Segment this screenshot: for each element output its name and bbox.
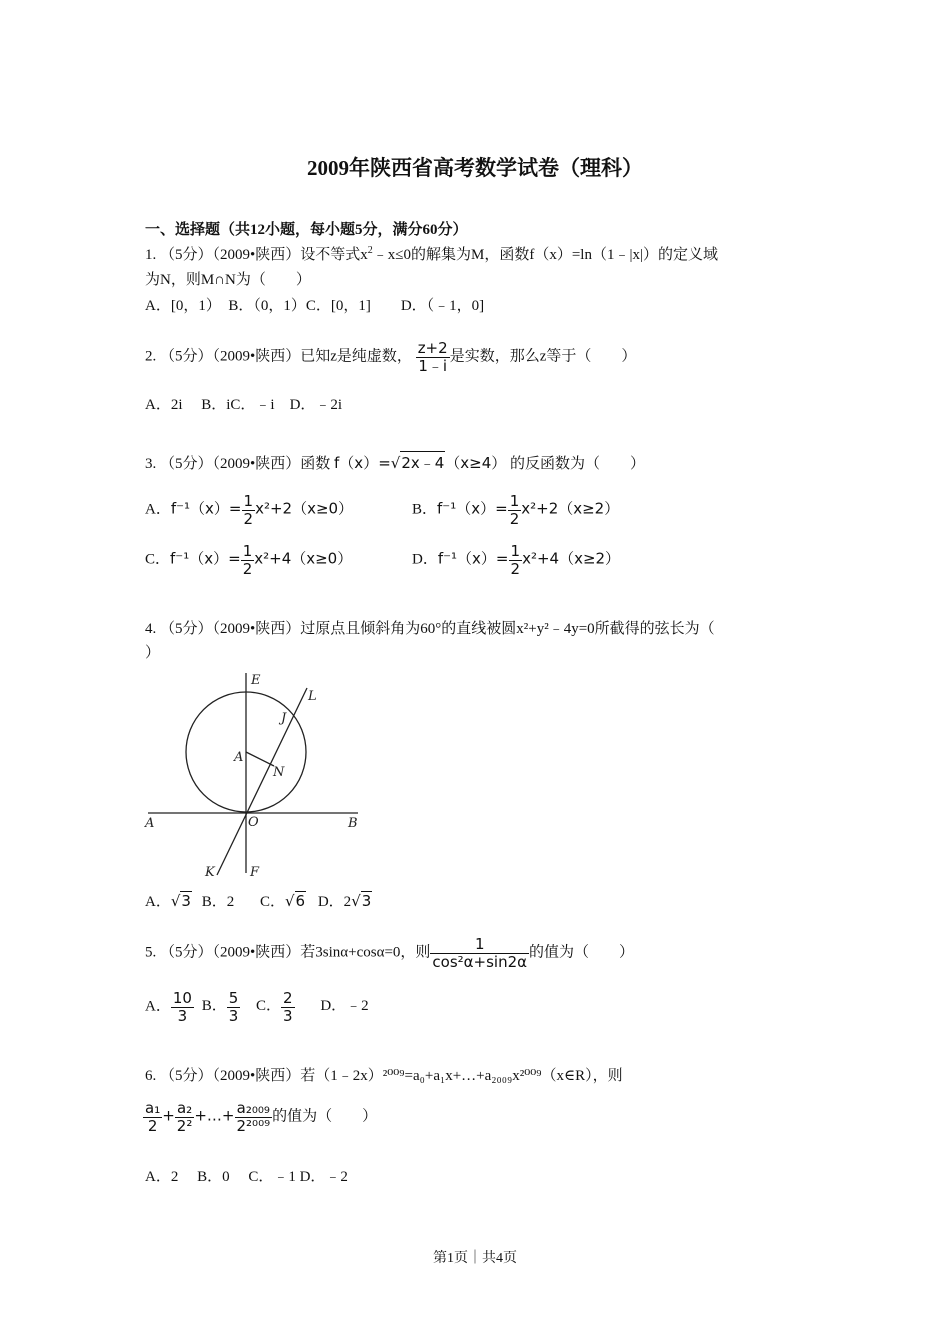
question-2 — [145, 340, 636, 374]
inverse-fn: f⁻¹（x）= — [170, 499, 242, 518]
radicand: 2x﹣4 — [400, 451, 445, 473]
fraction-denominator: cos²α+sin2α — [432, 952, 528, 971]
question-source: （5分）（2009•陕西） — [160, 348, 301, 365]
question-text: 设不等式x — [300, 247, 368, 263]
option-expr: x²+2（x≥2） — [521, 499, 620, 518]
option-label: A． — [145, 894, 171, 910]
question-text: 若（1﹣2x）²⁰⁰⁹=a₀+a₁x+…+a₂₀₀₉x²⁰⁰⁹（x∈R），则 — [300, 1068, 623, 1084]
fraction-denominator: 3 — [228, 1006, 239, 1025]
question-2-options: A．2i B．iC．﹣i D．﹣2i — [145, 397, 343, 413]
fraction-numerator: a₂₀₀₉ — [235, 1100, 273, 1118]
question-text: 的反函数为（ ） — [510, 456, 646, 472]
function-expr: f（x）= — [334, 454, 391, 472]
question-3 — [145, 451, 645, 473]
fraction-numerator: 2 — [283, 989, 293, 1007]
question-text: 函数 — [300, 456, 331, 472]
option-label: C． — [256, 998, 282, 1015]
question-number: 6. — [145, 1068, 157, 1084]
option-expr: x²+2（x≥0） — [255, 499, 354, 518]
line-kl — [217, 688, 307, 875]
page-title: 2009年陕西省高考数学试卷（理科） — [307, 156, 643, 180]
domain-condition: （x≥4） — [445, 454, 507, 472]
option-label: B．2 — [201, 894, 235, 910]
fraction-denominator: 3 — [177, 1006, 188, 1025]
fraction-numerator: 1 — [509, 492, 520, 510]
fraction — [171, 990, 194, 1024]
fraction — [235, 1100, 273, 1134]
label-n: N — [273, 765, 285, 780]
fraction-denominator: 3 — [283, 1006, 293, 1025]
option-label: D．2 — [317, 894, 352, 910]
option-label: B． — [412, 501, 438, 518]
question-4-options — [145, 890, 372, 911]
question-number: 2. — [145, 348, 157, 365]
option-label: B． — [201, 998, 227, 1015]
question-text: ﹣x≤0的解集为M，函数f（x）=ln（1﹣|x|）的定义域 — [372, 247, 718, 263]
question-3-option-c — [145, 543, 352, 577]
label-o: O — [248, 815, 259, 830]
question-4-line-1 — [145, 617, 715, 638]
fraction-denominator: 2 — [243, 509, 254, 528]
fraction-denominator: 2 — [510, 559, 521, 578]
label-l: L — [308, 689, 317, 704]
radicand: 3 — [361, 892, 372, 910]
option-label: C． — [259, 894, 285, 910]
option-expr: x²+4（x≥0） — [254, 549, 353, 568]
question-3-option-a — [145, 493, 353, 527]
option-label: C． — [145, 551, 171, 568]
option-label: A． — [145, 998, 171, 1015]
fraction — [509, 543, 523, 577]
fraction-denominator: 2² — [176, 1116, 193, 1135]
question-source: （5分）（2009•陕西） — [160, 1068, 301, 1084]
question-source: （5分）（2009•陕西） — [160, 944, 301, 961]
fraction — [143, 1100, 162, 1134]
fraction — [416, 340, 450, 374]
question-3-option-d — [412, 543, 620, 577]
question-1-line-1: 1. （5分）（2009•陕西）设不等式$x^2﹣x\le 0$的解集为M，函数f（x）=ln（1﹣|x|）的定义域 — [145, 245, 718, 263]
fraction-denominator: 2 — [242, 559, 253, 578]
fraction-numerator: 1 — [430, 936, 529, 954]
fraction-numerator: z+2 — [417, 339, 448, 357]
question-6-options: A．2 B．0 C．﹣1 D．﹣2 — [145, 1169, 348, 1185]
label-k: K — [205, 865, 215, 880]
sqrt-icon: √ — [351, 892, 361, 910]
question-number: 4. — [145, 621, 157, 637]
question-text: 已知z是纯虚数， — [300, 348, 412, 365]
segment-an — [246, 752, 274, 766]
question-1-line-2: 为N，则M∩N为（ ） — [145, 272, 311, 288]
fraction — [175, 1100, 195, 1134]
question-text: 的值为（ ） — [529, 944, 635, 961]
fraction-denominator: 2 — [509, 509, 520, 528]
fraction-numerator: 1 — [243, 492, 254, 510]
label-f: F — [250, 865, 260, 880]
fraction — [281, 990, 295, 1024]
label-e: E — [251, 673, 261, 688]
sqrt-icon: √ — [390, 454, 401, 472]
section-heading: 一、选择题（共12小题，每小题5分，满分60分） — [145, 222, 468, 238]
fraction-numerator: a₂ — [175, 1100, 195, 1118]
question-1-options: A．[0，1） B．（0，1）C．[0，1] D．（﹣1，0] — [145, 298, 485, 314]
option-expr: x²+4（x≥2） — [522, 549, 621, 568]
question-number: 1. — [145, 247, 157, 263]
fraction-numerator: 10 — [172, 989, 192, 1007]
ellipsis: +…+ — [194, 1106, 235, 1125]
inverse-fn: f⁻¹（x）= — [170, 549, 241, 568]
option-label: D． — [412, 551, 438, 568]
label-a-left: A — [145, 816, 155, 831]
circle-line-figure — [140, 668, 370, 883]
question-source: （5分）（2009•陕西） — [160, 456, 301, 472]
fraction-numerator: 1 — [242, 542, 253, 560]
question-source: （5分）（2009•陕西） — [160, 247, 301, 263]
fraction-numerator: a₁ — [145, 1099, 161, 1117]
fraction-denominator: 2 — [147, 1116, 158, 1135]
fraction — [242, 493, 256, 527]
fraction — [508, 493, 522, 527]
question-5 — [145, 936, 634, 970]
question-text: 若3sinα+cosα=0，则 — [300, 944, 431, 961]
question-number: 5. — [145, 944, 157, 961]
radicand: 6 — [295, 892, 306, 910]
question-source: （5分）（2009•陕西） — [160, 621, 301, 637]
question-text: 的值为（ ） — [272, 1108, 378, 1125]
inverse-fn: f⁻¹（x）= — [437, 549, 509, 568]
fraction-numerator: 5 — [228, 989, 239, 1007]
option-label: D．﹣2 — [320, 998, 369, 1015]
page-footer: 第1页｜共4页 — [433, 1251, 517, 1266]
question-6-line-1 — [145, 1064, 623, 1085]
question-4-line-2: ） — [145, 645, 161, 661]
label-j: J — [281, 711, 287, 726]
fraction-denominator: 1﹣i — [418, 356, 448, 375]
question-text: 是实数，那么z等于（ ） — [449, 348, 637, 365]
question-text: 过原点且倾斜角为60°的直线被圆x²+y²﹣4y=0所截得的弦长为（ — [300, 621, 715, 637]
label-b: B — [348, 816, 358, 831]
option-label: A． — [145, 501, 171, 518]
question-number: 3. — [145, 456, 157, 472]
label-a-top: A — [234, 750, 244, 765]
fraction-numerator: 1 — [510, 542, 521, 560]
question-3-option-b — [412, 493, 619, 527]
fraction — [227, 990, 241, 1024]
sqrt-icon: √ — [284, 892, 295, 910]
fraction-denominator: 2²⁰⁰⁹ — [236, 1116, 271, 1135]
sqrt-icon: √ — [170, 892, 181, 910]
fraction — [430, 936, 529, 970]
fraction — [241, 543, 255, 577]
radicand: 3 — [181, 892, 191, 910]
question-5-options — [145, 990, 369, 1024]
inverse-fn: f⁻¹（x）= — [437, 499, 508, 518]
question-6-line-2: $\frac{\text{a₁}}{2}$ + $\frac{\text{a₂}}{\text{2²}}$ +…+ $\frac{\text{a₂₀₀₉}}{\text{2²⁰⁰⁹}}$ 的值为（ ） — [145, 1099, 378, 1135]
